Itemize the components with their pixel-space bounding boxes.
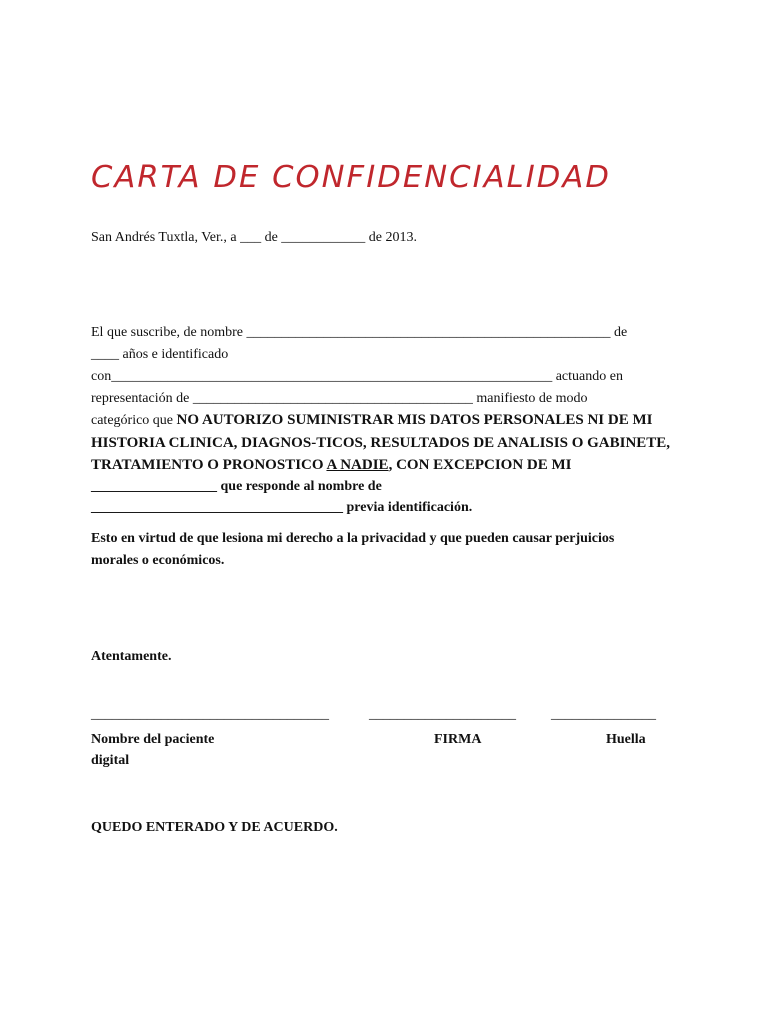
fingerprint-label-continued: digital [91,753,130,768]
patient-name-label: Nombre del paciente [91,732,215,747]
declaration-line-4: representación de ________________________________________ manifiesto de modo [91,391,588,406]
declaration-line-6: HISTORIA CLINICA, DIAGNOS-TICOS, RESULTADOS DE ANALISIS O GABINETE, [91,435,671,451]
declaration-line-5-bold: NO AUTORIZO SUMINISTRAR MIS DATOS PERSONALES NI DE MI [176,412,653,428]
a-nadie-underlined: A NADIE [326,457,389,473]
declaration-line-1: El que suscribe, de nombre ____________________________________________________ de [91,325,628,340]
privacy-line-2: morales o económicos. [91,553,225,568]
declaration-line-2: ____ años e identificado [91,347,229,362]
signature-line: _____________________ [369,707,516,722]
privacy-line-1: Esto en virtud de que lesiona mi derecho a la privacidad y que pueden causar perjuicios [91,531,615,546]
signature-label: FIRMA [434,732,482,747]
declaration-line-8: __________________ que responde al nombre de [91,479,382,494]
declaration-line-5-plain: categórico que [91,413,177,428]
declaration-line-7-b: , CON EXCEPCION DE MI [388,457,572,473]
agreement-text: QUEDO ENTERADO Y DE ACUERDO. [91,820,338,835]
declaration-line-7 [91,455,572,475]
closing-text: Atentamente. [91,649,172,664]
patient-name-line: __________________________________ [91,707,329,722]
declaration-line-3: con_______________________________________________________________ actuando en [91,369,623,384]
declaration-line-5 [91,410,652,431]
declaration-line-7-a: TRATAMIENTO O PRONOSTICO [91,457,327,473]
fingerprint-label: Huella [606,732,646,747]
date-line: San Andrés Tuxtla, Ver., a ___ de ____________ de 2013. [91,230,418,245]
fingerprint-line: _______________ [551,707,656,722]
declaration-line-9: ____________________________________ previa identificación. [91,500,473,515]
document-title: CARTA DE CONFIDENCIALIDAD [91,160,611,195]
